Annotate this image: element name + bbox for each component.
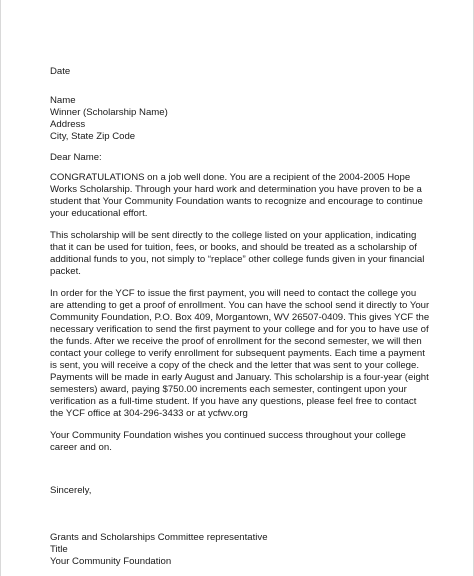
signature-block <box>50 532 430 568</box>
paragraph-well-wishes: Your Community Foundation wishes you continued success throughout your college career and on. <box>50 430 406 453</box>
recipient-address: Address <box>50 119 86 130</box>
letter-body <box>50 66 430 568</box>
signature-organization: Your Community Foundation <box>50 556 172 567</box>
salutation: Dear Name: <box>50 152 102 163</box>
closing: Sincerely, <box>50 485 92 496</box>
paragraph-payment-process: In order for the YCF to issue the first payment, you will need to contact the college you are attending to get a proof of enrollment. You can have the school send it directly to Your Community Foundation, P.O. Box 409, Morgantown, WV 26507-0409. This gives YCF the necessary verification to send the first payment to your college and for you to have use of the funds. After we receive the proof of enrollment for the second semester, we will then contact your college to verify enrollment for subsequent payments. Each time a payment is sent, you will receive a copy of the check and the letter that was sent to your college. Payments will be made in early August and January. This scholarship is a four-year (eight semesters) award, paying $750.00 increments each semester, contingent upon your verification as a full-time student. If you have any questions, please feel free to contact the YCF office at 304-296-3433 or at ycfwv.org <box>50 288 430 419</box>
signature-committee: Grants and Scholarships Committee representative <box>50 532 268 543</box>
paragraph-congratulations: CONGRATULATIONS on a job well done. You are a recipient of the 2004-2005 Hope Works Scholarship. Through your hard work and determination you have proven to be a student that Your Community Foundation wants to recognize and encourage to continue your educational effort. <box>50 172 423 219</box>
recipient-name: Name <box>50 95 76 106</box>
paragraph-scholarship-use: This scholarship will be sent directly to the college listed on your application, indicating that it can be used for tuition, fees, or books, and should be treated as a scholarship of additional funds to you, not simply to “replace” other college funds given in your financial packet. <box>50 230 425 277</box>
recipient-city-state-zip: City, State Zip Code <box>50 131 136 142</box>
letter-date: Date <box>50 66 71 77</box>
signature-title: Title <box>50 544 68 555</box>
recipient-address-block <box>50 95 430 143</box>
recipient-scholarship: Winner (Scholarship Name) <box>50 107 168 118</box>
